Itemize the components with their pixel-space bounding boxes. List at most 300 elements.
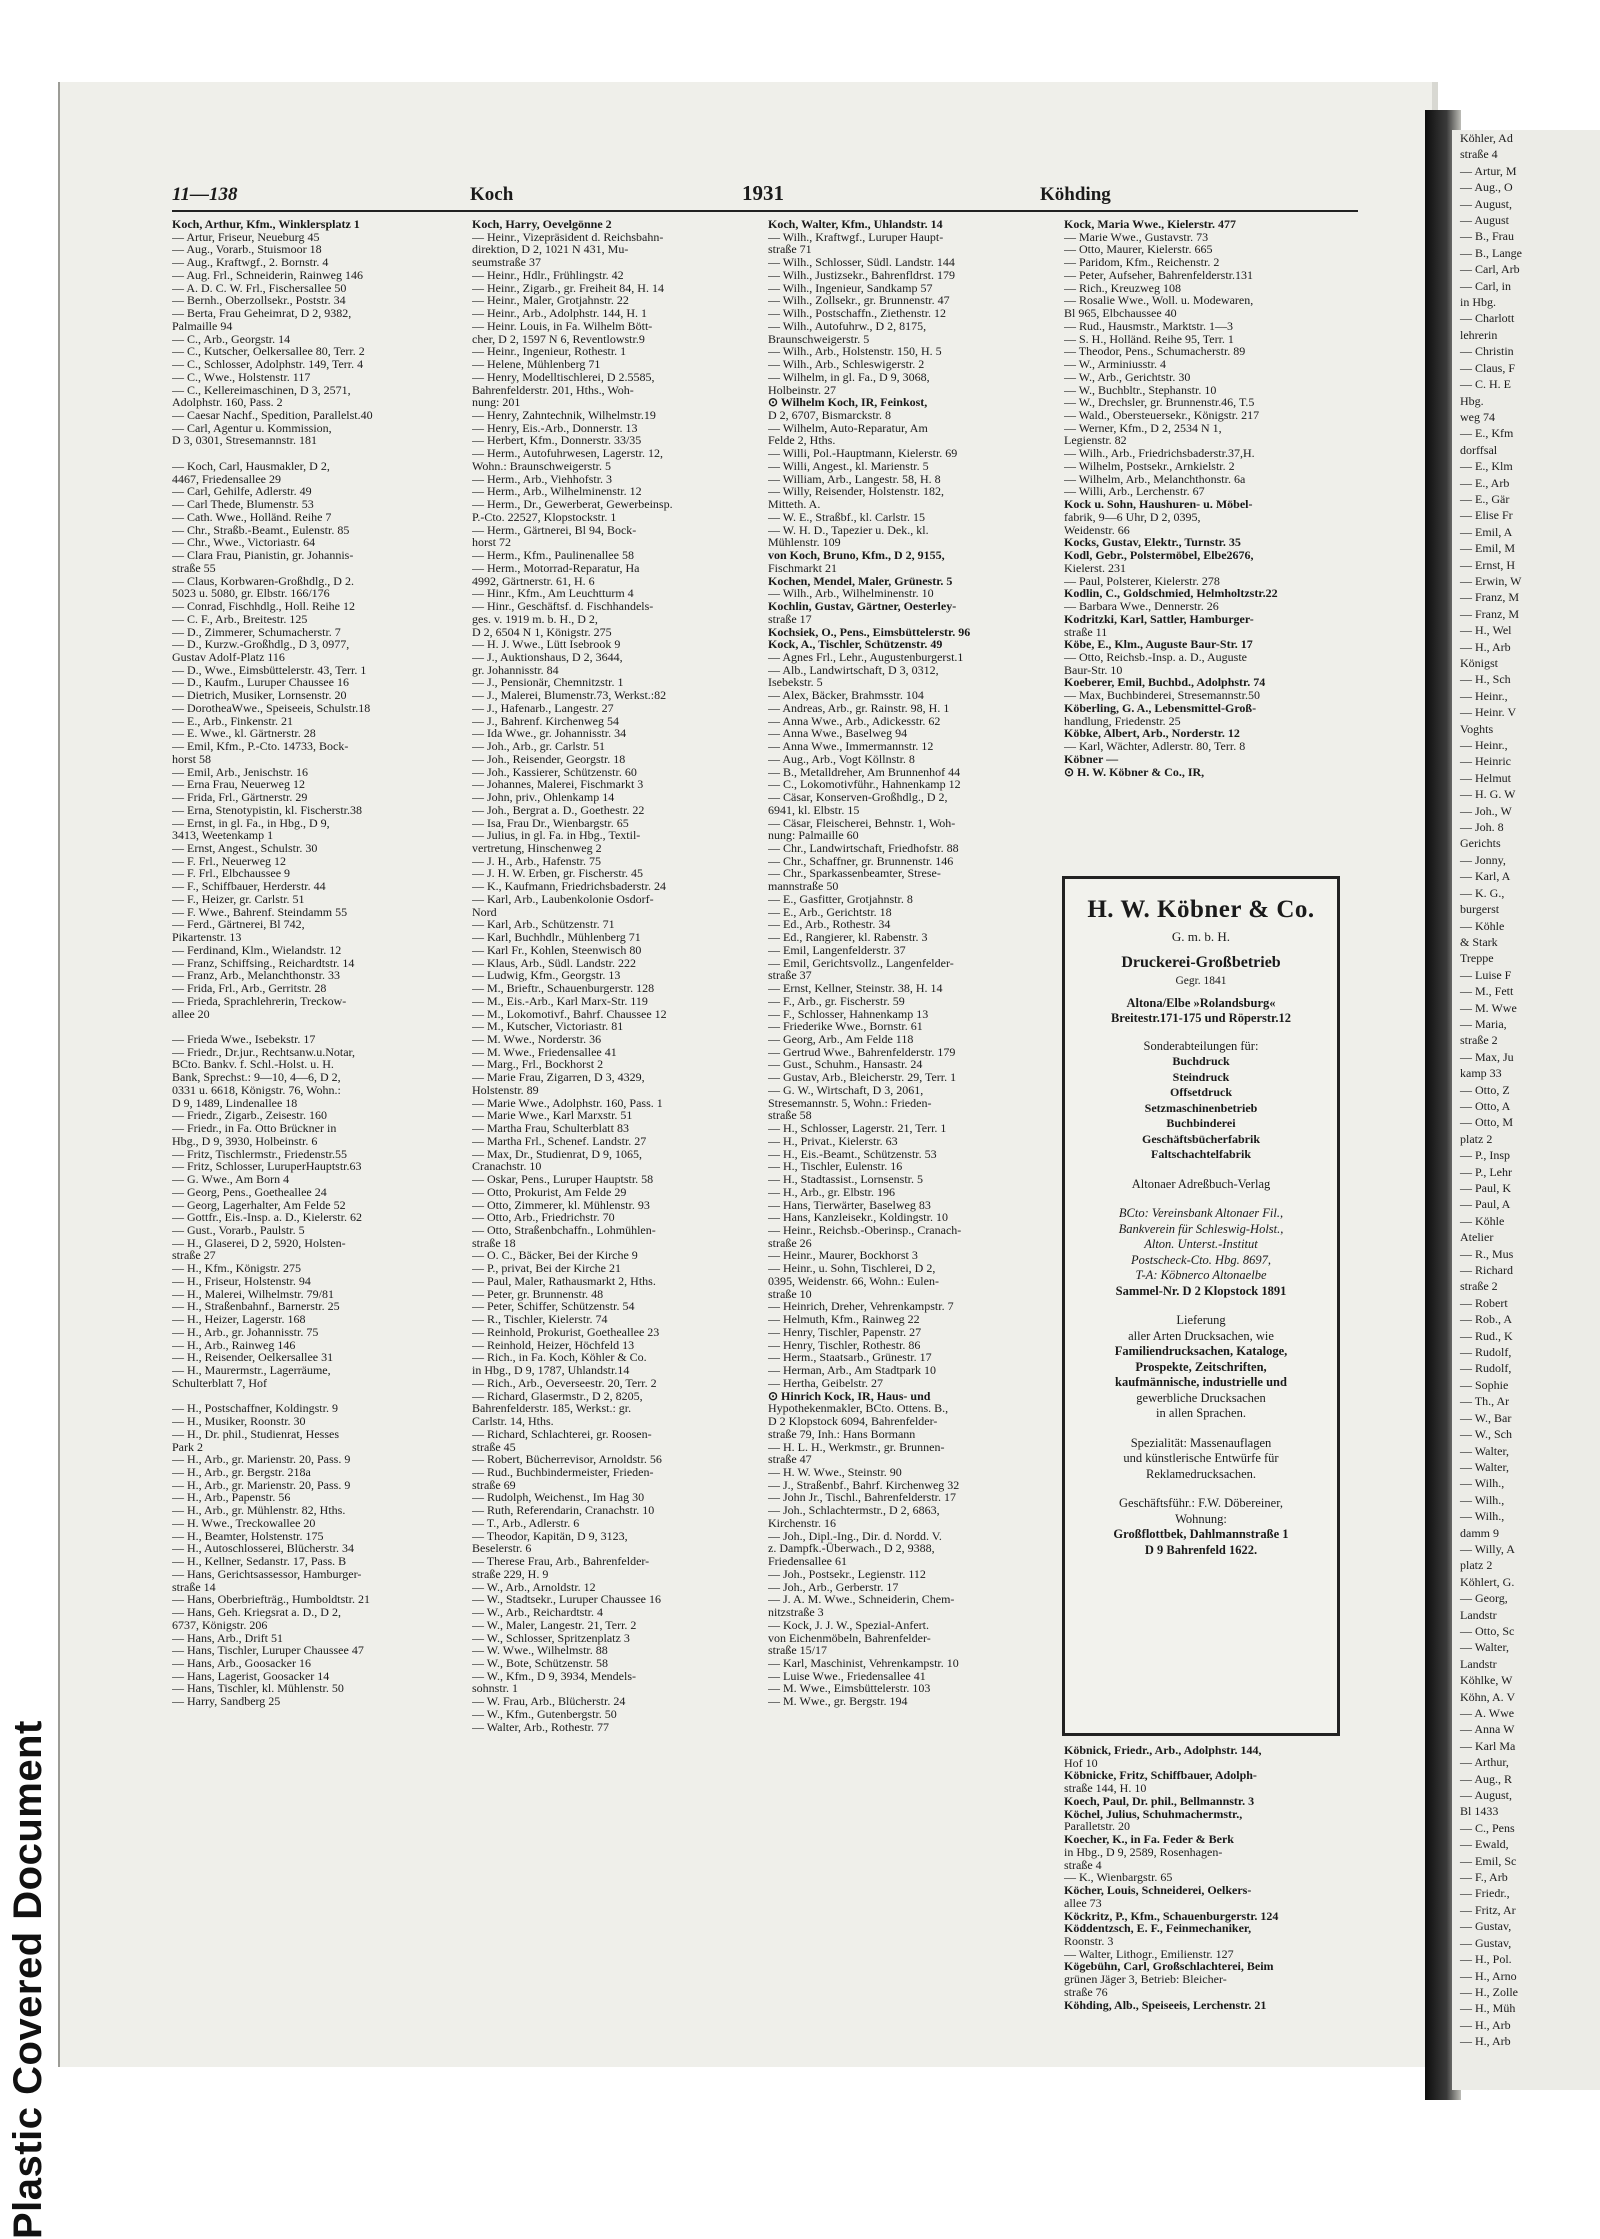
directory-entry: — Frida, Frl., Gärtnerstr. 29 xyxy=(172,790,308,805)
directory-entry: — Herm., Gärtnerei, Bl 94, Bock- xyxy=(472,522,637,537)
directory-entry: — Otto, Reichsb.-Insp. a. D., Auguste xyxy=(1064,649,1247,664)
directory-entry: Kocks, Gustav, Elektr., Turnstr. 35 xyxy=(1064,535,1241,550)
directory-entry: — August, xyxy=(1460,196,1513,211)
directory-entry: platz 2 xyxy=(1460,1558,1493,1573)
directory-entry: straße 76 xyxy=(1064,1984,1108,1999)
ad-manager-3: Großflottbek, Dahlmannstraße 1 xyxy=(1113,1527,1289,1541)
directory-entry: Cranachstr. 10 xyxy=(472,1159,542,1174)
directory-entry: Kochlin, Gustav, Gärtner, Oesterley- xyxy=(768,599,957,614)
directory-entry: — Koch, Carl, Hausmakler, D 2, xyxy=(172,458,330,473)
directory-entry: straße 26 xyxy=(768,1235,812,1250)
directory-entry: — Heinr., Ingenieur, Rothestr. 1 xyxy=(472,344,627,359)
directory-entry: — Karl, A xyxy=(1460,869,1511,884)
directory-entry: — H. Wwe., Treckowallee 20 xyxy=(172,1515,316,1530)
directory-entry: — Joh., Arb., Gerberstr. 17 xyxy=(768,1579,899,1594)
directory-entry: — Herm., Autofuhrwesen, Lagerstr. 12, xyxy=(472,446,663,461)
ad-delivery-5: kaufmännische, industrielle und xyxy=(1115,1375,1287,1389)
directory-entry: nitzstraße 3 xyxy=(768,1605,824,1620)
directory-entry: Kodlin, C., Goldschmied, Helmholtzstr.22 xyxy=(1064,586,1278,601)
directory-entry: Gustav Adolf-Platz 116 xyxy=(172,649,285,664)
directory-entry: Köddentzsch, E. F., Feinmechaniker, xyxy=(1064,1921,1252,1936)
directory-entry: 0395, Weidenstr. 66, Wohn.: Eulen- xyxy=(768,1273,939,1288)
directory-entry: — W., Bote, Schützenstr. 58 xyxy=(472,1655,608,1670)
directory-entry: — Reinhold, Heizer, Höchfeld 13 xyxy=(472,1337,635,1352)
directory-entry: Köhding, Alb., Speiseeis, Lerchenstr. 21 xyxy=(1064,1997,1267,2012)
directory-entry: straße 47 xyxy=(768,1452,812,1467)
directory-entry: Köchel, Julius, Schuhmachermstr., xyxy=(1064,1806,1243,1821)
directory-entry: — Theodor, Pens., Schumacherstr. 89 xyxy=(1064,344,1246,359)
directory-entry: — Wilh., Postschaffn., Ziethenstr. 12 xyxy=(768,306,947,321)
header-last-word: Köhding xyxy=(1040,184,1111,205)
directory-entry: — Marie Frau, Zigarren, D 3, 4329, xyxy=(472,1070,645,1085)
directory-entry: — Kock, J. J. W., Spezial-Anfert. xyxy=(768,1617,929,1632)
directory-entry: — H., Kfm., Königstr. 275 xyxy=(172,1261,301,1276)
directory-entry: — Hans, Tischler, Luruper Chaussee 47 xyxy=(172,1643,364,1658)
directory-entry: — Wilhelm, Auto-Reparatur, Am xyxy=(768,420,928,435)
directory-entry: D 2, 6504 N 1, Königstr. 275 xyxy=(472,624,612,639)
directory-entry: horst 72 xyxy=(472,535,511,550)
ad-specialty-2: und künstlerische Entwürfe für xyxy=(1123,1451,1279,1465)
directory-entry: Köbke, Albert, Arb., Norderstr. 12 xyxy=(1064,726,1240,741)
directory-entry: — F., Arb., gr. Fischerstr. 59 xyxy=(768,993,905,1008)
directory-entry: — Frieda, Sprachlehrerin, Treckow- xyxy=(172,993,347,1008)
directory-entry: — W., Kfm., D 9, 3934, Mendels- xyxy=(472,1668,636,1683)
directory-entry: — Paridom, Kfm., Reichenstr. 2 xyxy=(1064,255,1220,270)
directory-entry: — Wilhelm, Postsekr., Arnkielstr. 2 xyxy=(1064,458,1235,473)
ad-address-2: Breitestr.171-175 und Röperstr.12 xyxy=(1110,1011,1292,1025)
directory-entry: Kock u. Sohn, Haushuren- u. Möbel- xyxy=(1064,497,1253,512)
directory-entry: — H., Arb., gr. Johannisstr. 75 xyxy=(172,1324,319,1339)
directory-entry: — G. W., Wirtschaft, D 3, 2061, xyxy=(768,1082,924,1097)
directory-entry: — H., Pol. xyxy=(1460,1952,1512,1967)
directory-entry: kamp 33 xyxy=(1460,1066,1502,1081)
directory-entry: — Paul, A xyxy=(1460,1197,1511,1212)
directory-entry: Köbnick, Friedr., Arb., Adolphstr. 144, xyxy=(1064,1744,1262,1757)
directory-entry: — Herm., Dr., Gewerberat, Gewerbeinsp. xyxy=(472,497,673,512)
directory-entry: — Gustav, xyxy=(1460,1935,1512,1950)
directory-entry: — H., Arb., gr. Marienstr. 20, Pass. 9 xyxy=(172,1477,351,1492)
directory-entry: — Artur, Friseur, Neueburg 45 xyxy=(172,229,320,244)
directory-entry: Weidenstr. 66 xyxy=(1064,522,1130,537)
directory-entry: — F. Wwe., Bahrenf. Steindamm 55 xyxy=(172,904,348,919)
directory-entry: — W., Arb., Reichardtstr. 4 xyxy=(472,1605,603,1620)
directory-entry: straße 14 xyxy=(172,1579,216,1594)
directory-entry: straße 45 xyxy=(472,1439,516,1454)
directory-entry: — Walter, Lithogr., Emilienstr. 127 xyxy=(1064,1946,1234,1961)
directory-entry: — M., Brieftr., Schauenburgerstr. 128 xyxy=(472,981,655,996)
directory-entry: — Ewald, xyxy=(1460,1837,1509,1852)
directory-entry: Holstenstr. 89 xyxy=(472,1082,539,1097)
ad-delivery-4: Prospekte, Zeitschriften, xyxy=(1135,1359,1267,1374)
directory-entry: — J., Straßenbf., Bahrf. Kirchenweg 32 xyxy=(768,1477,960,1492)
directory-entry: Felde 2, Hths. xyxy=(768,433,836,448)
directory-entry: — W., Bar xyxy=(1460,1410,1512,1425)
directory-entry: — Georg, xyxy=(1460,1591,1508,1606)
directory-entry: — M. Wwe., Eimsbüttelerstr. 103 xyxy=(768,1681,931,1696)
directory-entry: z. Dampfk.-Überwach., D 2, 9388, xyxy=(768,1541,935,1556)
directory-entry: — John, priv., Ohlenkamp 14 xyxy=(472,790,615,805)
directory-entry: — H., Zolle xyxy=(1460,1984,1518,1999)
page-number: 11—138 xyxy=(172,184,238,205)
directory-entry: — J. H. W. Erben, gr. Fischerstr. 45 xyxy=(472,866,643,881)
directory-entry: — C. H. E xyxy=(1460,377,1511,392)
ad-bank-1: BCto: Vereinsbank Altonaer Fil., xyxy=(1118,1206,1284,1220)
directory-entry: — H., Autoschlosserei, Blücherstr. 34 xyxy=(172,1541,354,1556)
ad-phone: Sammel-Nr. D 2 Klopstock 1891 xyxy=(1115,1283,1287,1298)
directory-entry: nung: Palmaille 60 xyxy=(768,828,859,843)
directory-entry: — Fritz, Schlosser, LuruperHauptstr.63 xyxy=(172,1159,362,1174)
directory-entry: Roonstr. 3 xyxy=(1064,1934,1114,1949)
directory-entry: — Gustav, Arb., Bleicherstr. 29, Terr. 1 xyxy=(768,1070,957,1085)
directory-entry: Königst xyxy=(1460,656,1499,670)
directory-entry: — Otto, Prokurist, Am Felde 29 xyxy=(472,1184,627,1199)
directory-entry: — B., Frau xyxy=(1460,229,1514,244)
directory-entry: — Karl, Buchhdlr., Mühlenberg 71 xyxy=(472,930,641,945)
directory-entry: — Rudolf, xyxy=(1460,1345,1512,1360)
directory-entry: Koch, Harry, Oevelgönne 2 xyxy=(472,218,612,231)
directory-entry: — Herm., Arb., Viehhofstr. 3 xyxy=(472,471,613,486)
directory-entry: — Gustav, xyxy=(1460,1919,1512,1934)
directory-entry: — Emil, Kfm., P.-Cto. 14733, Bock- xyxy=(172,739,349,754)
directory-entry: straße 2 xyxy=(1460,1279,1498,1294)
directory-entry: — Karl, Arb., Schützenstr. 71 xyxy=(472,917,615,932)
directory-entry: Koeberer, Emil, Buchbd., Adolphstr. 74 xyxy=(1064,675,1266,690)
directory-entry: — DorotheaWwe., Speiseeis, Schulstr.18 xyxy=(172,700,371,715)
directory-entry: Kochen, Mendel, Maler, Grünestr. 5 xyxy=(768,573,953,588)
directory-entry: — Aug., Vorarb., Stuismoor 18 xyxy=(172,242,322,257)
directory-entry: — Herm., Motorrad-Reparatur, Ha xyxy=(472,560,640,575)
directory-entry: — W. E., Straßbf., kl. Carlstr. 15 xyxy=(768,509,925,524)
column-1 xyxy=(172,218,464,1918)
directory-entry: — Heinr., Vizepräsident d. Reichsbahn- xyxy=(472,229,664,244)
directory-entry: — August xyxy=(1460,213,1510,228)
ad-section-item: Faltschachtelfabrik xyxy=(1151,1147,1251,1161)
directory-entry: — Hans, Kanzleisekr., Koldingstr. 10 xyxy=(768,1210,948,1225)
directory-entry: grünen Jäger 3, Betrieb: Bleicher- xyxy=(1064,1972,1227,1987)
directory-entry: — Robert, Bücherrevisor, Arnoldstr. 56 xyxy=(472,1452,662,1467)
ad-section-item: Geschäftsbücherfabrik xyxy=(1142,1131,1260,1146)
directory-entry: — Otto, Maurer, Kielerstr. 665 xyxy=(1064,242,1213,257)
directory-entry: — Sophie xyxy=(1460,1377,1509,1392)
directory-entry: — Wilh., xyxy=(1460,1476,1505,1491)
directory-entry: Hbg. xyxy=(1460,393,1484,408)
directory-entry: — Joh., W xyxy=(1460,803,1512,818)
directory-entry: — Peter, Aufseher, Bahrenfelderstr.131 xyxy=(1064,267,1253,282)
directory-entry: — Karl, Wächter, Adlerstr. 80, Terr. 8 xyxy=(1064,739,1246,754)
directory-entry: — Karl, Maschinist, Vehrenkampstr. 10 xyxy=(768,1655,959,1670)
directory-entry: — Richard, Glasermstr., D 2, 8205, xyxy=(472,1388,643,1403)
directory-entry: — Claus, Korbwaren-Großhdlg., D 2. xyxy=(172,573,354,588)
directory-entry: — W. Frau, Arb., Blücherstr. 24 xyxy=(472,1694,626,1709)
directory-entry: — Charlott xyxy=(1460,311,1515,326)
directory-entry: BCto. Bankv. f. Schl.-Holst. u. H. xyxy=(172,1057,334,1072)
directory-entry: — H., Sch xyxy=(1460,672,1511,687)
directory-entry: — Alex, Bäcker, Brahmsstr. 104 xyxy=(768,688,924,703)
directory-entry: Braunschweigerstr. 5 xyxy=(768,331,870,346)
directory-entry: — Joh., Kassierer, Schützenstr. 60 xyxy=(472,764,637,779)
directory-entry: — Hans, Tierwärter, Baselweg 83 xyxy=(768,1197,931,1212)
directory-entry: — Joh. 8 xyxy=(1460,820,1504,835)
ad-bank-2: Bankverein für Schleswig-Holst., xyxy=(1118,1221,1284,1236)
directory-entry: — Erna, Stenotypistin, kl. Fischerstr.38 xyxy=(172,802,362,817)
directory-entry: — H., Heizer, Lagerstr. 168 xyxy=(172,1312,306,1327)
directory-entry: — Friedr., xyxy=(1460,1886,1510,1901)
directory-entry: Landstr xyxy=(1460,1607,1497,1622)
directory-entry: — H., Eis.-Beamt., Schützenstr. 53 xyxy=(768,1146,937,1161)
directory-entry: — Wilh., Schlosser, Südl. Landstr. 144 xyxy=(768,255,955,270)
directory-entry: — Berta, Frau Geheimrat, D 2, 9382, xyxy=(172,306,352,321)
directory-entry: — Joh., Schlachtermstr., D 2, 6863, xyxy=(768,1503,940,1518)
directory-entry: — H., Musiker, Roonstr. 30 xyxy=(172,1414,306,1429)
directory-entry: — Henry, Tischler, Papenstr. 27 xyxy=(768,1324,922,1339)
directory-entry: Kock, Maria Wwe., Kielerstr. 477 xyxy=(1064,218,1236,231)
directory-entry: — Walter, Arb., Rothestr. 77 xyxy=(472,1719,609,1734)
directory-entry: — Heinr. Louis, in Fa. Wilhelm Bött- xyxy=(472,318,653,333)
directory-entry: — H., Arb., gr. Mühlenstr. 82, Hths. xyxy=(172,1503,346,1518)
directory-entry: — Herm., Arb., Wilhelminenstr. 12 xyxy=(472,484,642,499)
directory-entry: — Willi, Angest., kl. Marienstr. 5 xyxy=(768,458,929,473)
directory-entry: — Ernst, Kellner, Steinstr. 38, H. 14 xyxy=(768,981,943,996)
directory-entry: — J., Pensionär, Chemnitzstr. 1 xyxy=(472,675,624,690)
directory-entry: — Peter, gr. Brunnenstr. 48 xyxy=(472,1286,604,1301)
directory-entry: Kielerst. 231 xyxy=(1064,560,1126,575)
directory-entry: cher, D 2, 1597 N 6, Reventlowstr.9 xyxy=(472,331,645,346)
directory-entry: — Georg, Arb., Am Felde 118 xyxy=(768,1032,914,1046)
directory-entry: — Emil, A xyxy=(1460,524,1513,539)
directory-entry: gr. Johannisstr. 84 xyxy=(472,662,559,677)
directory-entry: — Wilh., Arb., Schleswigerstr. 2 xyxy=(768,357,925,372)
directory-entry: — H. J. Wwe., Lütt Isebrook 9 xyxy=(472,637,621,652)
directory-entry: — H., Müh xyxy=(1460,2001,1516,2016)
directory-entry: horst 58 xyxy=(172,751,211,766)
directory-entry: D 9, 1489, Lindenallee 18 xyxy=(172,1095,298,1110)
directory-entry: Palmaille 94 xyxy=(172,318,233,333)
directory-entry: — Julius, in gl. Fa. in Hbg., Textil- xyxy=(472,828,641,843)
directory-entry: — H. G. W xyxy=(1460,787,1516,802)
directory-entry: — B., Lange xyxy=(1460,245,1522,260)
directory-entry: — H., Arb., gr. Marienstr. 20, Pass. 9 xyxy=(172,1452,351,1467)
directory-entry: — Ludwig, Kfm., Georgstr. 13 xyxy=(472,968,621,983)
directory-entry: — Henry, Zahntechnik, Wilhelmstr.19 xyxy=(472,408,656,423)
directory-entry: — Georg, Lagerhalter, Am Felde 52 xyxy=(172,1197,346,1212)
directory-entry: — Rich., Arb., Oeverseestr. 20, Terr. 2 xyxy=(472,1375,657,1390)
directory-entry: Baur-Str. 10 xyxy=(1064,662,1123,677)
directory-entry: — Franz, Schiffsing., Reichardtstr. 14 xyxy=(172,955,355,970)
directory-entry: — Henry, Eis.-Arb., Donnerstr. 13 xyxy=(472,420,638,435)
directory-entry: — Klaus, Arb., Südl. Landstr. 222 xyxy=(472,955,636,970)
directory-entry: — H., Kellner, Sedanstr. 17, Pass. B xyxy=(172,1554,347,1569)
directory-entry: — Harry, Sandberg 25 xyxy=(172,1694,281,1709)
directory-entry: Gerichts xyxy=(1460,836,1501,851)
directory-entry: mannstraße 50 xyxy=(768,879,839,894)
directory-entry: — H., Privat., Kielerstr. 63 xyxy=(768,1133,898,1148)
directory-entry: — Herm., Kfm., Paulinenallee 58 xyxy=(472,548,634,563)
directory-entry: — E., Arb., Finkenstr. 21 xyxy=(172,713,294,728)
directory-entry: — P., privat, Bei der Kirche 21 xyxy=(472,1261,621,1276)
directory-entry: — H., Reisender, Oelkersallee 31 xyxy=(172,1350,334,1365)
directory-entry: Koch, Arthur, Kfm., Winklersplatz 1 xyxy=(172,218,360,231)
directory-entry: — Henry, Modelltischlerei, D 2.5585, xyxy=(472,369,655,384)
directory-entry: straße 15/17 xyxy=(768,1643,827,1658)
ad-bank-3: Alton. Unterst.-Institut xyxy=(1144,1237,1258,1251)
directory-entry: — Hans, Tischler, kl. Mühlenstr. 50 xyxy=(172,1681,344,1696)
directory-entry: — Karl Ma xyxy=(1460,1738,1516,1753)
directory-entry: — Walter, xyxy=(1460,1443,1509,1458)
directory-entry: — Therese Frau, Arb., Bahrenfelder- xyxy=(472,1554,650,1569)
directory-entry: — E., Gär xyxy=(1460,491,1510,506)
directory-entry: — Peter, Schiffer, Schützenstr. 54 xyxy=(472,1299,635,1314)
directory-entry: — C., Kutscher, Oelkersallee 80, Terr. 2 xyxy=(172,344,365,359)
directory-entry: — B., Metalldreher, Am Brunnenhof 44 xyxy=(768,764,961,779)
directory-entry: — Willi, Pol.-Hauptmann, Kielerstr. 69 xyxy=(768,446,958,461)
directory-entry: — Georg, Pens., Goetheallee 24 xyxy=(172,1184,327,1199)
directory-entry: — F., Schlosser, Hahnenkamp 13 xyxy=(768,1006,929,1021)
directory-entry: — Chr., Schaffner, gr. Brunnenstr. 146 xyxy=(768,853,954,868)
directory-entry: — Rud., Hausmstr., Marktstr. 1—3 xyxy=(1064,318,1234,333)
directory-entry: — H., Tischler, Eulenstr. 16 xyxy=(768,1159,903,1174)
directory-entry: — Franz, M xyxy=(1460,606,1519,621)
directory-entry: — Richard, Schlachterei, gr. Roosen- xyxy=(472,1426,652,1441)
directory-entry: — K., Kaufmann, Friedrichsbaderstr. 24 xyxy=(472,879,666,894)
directory-entry: Stresemannstr. 5, Wohn.: Frieden- xyxy=(768,1095,932,1110)
directory-entry: Fischmarkt 21 xyxy=(768,560,837,575)
directory-entry: 6941, kl. Elbstr. 15 xyxy=(768,802,860,817)
directory-entry: — C., Kellereimaschinen, D 3, 2571, xyxy=(172,382,351,397)
directory-entry: — M., Lokomotivf., Bahrf. Chaussee 12 xyxy=(472,1006,667,1021)
directory-entry: — Heinr., Arb., Adolphstr. 144, H. 1 xyxy=(472,306,648,321)
directory-entry: — Jonny, xyxy=(1460,852,1506,867)
directory-entry: straße 4 xyxy=(1460,147,1498,162)
directory-entry: — C., Schlosser, Adolphstr. 149, Terr. 4 xyxy=(172,357,364,372)
next-page-edge xyxy=(1452,130,1600,2090)
directory-entry: — E., Arb xyxy=(1460,475,1510,490)
directory-entry: — Wilh., Ingenieur, Sandkamp 57 xyxy=(768,280,933,295)
directory-entry: direktion, D 2, 1021 N 431, Mu- xyxy=(472,242,629,257)
directory-entry: — Helmut xyxy=(1460,770,1511,785)
directory-entry: — J., Bahrenf. Kirchenweg 54 xyxy=(472,713,619,728)
directory-entry: — Otto, Zimmerer, kl. Mühlenstr. 93 xyxy=(472,1197,650,1212)
directory-entry: — Hinr., Geschäftsf. d. Fischhandels- xyxy=(472,599,654,614)
directory-entry: — Anna Wwe., Immermannstr. 12 xyxy=(768,739,934,754)
directory-entry: — J., Auktionshaus, D 2, 3644, xyxy=(472,649,623,664)
directory-entry: — Friedr., in Fa. Otto Brückner in xyxy=(172,1121,337,1136)
ad-gmbh: G. m. b. H. xyxy=(1171,929,1231,944)
directory-entry: — H., Arb xyxy=(1460,639,1511,654)
directory-entry: — H., Glaserei, D 2, 5920, Holsten- xyxy=(172,1235,346,1250)
directory-entry: — H., Arb., Rainweg 146 xyxy=(172,1337,296,1352)
directory-entry: — Ed., Arb., Rothestr. 34 xyxy=(768,917,891,932)
directory-entry: allee 20 xyxy=(172,1006,210,1021)
directory-entry: — Rud., Buchbindermeister, Frieden- xyxy=(472,1464,654,1479)
directory-entry: — W., Arb., Arnoldstr. 12 xyxy=(472,1579,596,1594)
directory-entry: straße 58 xyxy=(768,1108,812,1123)
directory-entry: straße 71 xyxy=(768,242,812,257)
directory-entry: — Otto, Arb., Friedrichstr. 70 xyxy=(472,1210,615,1225)
directory-entry: — W. H. D., Tapezier u. Dek., kl. xyxy=(768,522,929,537)
directory-entry: — M. Wwe., gr. Bergstr. 194 xyxy=(768,1694,908,1709)
directory-entry: lehrerin xyxy=(1460,327,1498,342)
directory-entry: — Ernst, in gl. Fa., in Hbg., D 9, xyxy=(172,815,330,830)
directory-entry: — Chr., Sparkassenbeamter, Strese- xyxy=(768,866,941,881)
directory-entry: — E., Gasfitter, Grotjahnstr. 8 xyxy=(768,891,913,906)
directory-entry: — Marie Wwe., Karl Marxstr. 51 xyxy=(472,1108,633,1123)
directory-entry: — M. Wwe xyxy=(1460,1000,1517,1015)
directory-entry: — H., Arb., gr. Bergstr. 218a xyxy=(172,1464,311,1479)
directory-entry: — Herm., Staatsarb., Grünestr. 17 xyxy=(768,1350,932,1365)
directory-entry: burgerst xyxy=(1460,902,1500,917)
directory-entry: straße 17 xyxy=(768,611,812,626)
directory-entry: — Conrad, Fischhdlg., Holl. Reihe 12 xyxy=(172,599,355,614)
directory-entry: — Robert xyxy=(1460,1295,1508,1310)
directory-entry: — Johannes, Malerei, Fischmarkt 3 xyxy=(472,777,644,792)
directory-entry: Nord xyxy=(472,904,497,919)
directory-entry: — Heinr., xyxy=(1460,688,1508,703)
directory-entry: — Anna Wwe., Arb., Adickesstr. 62 xyxy=(768,713,941,728)
directory-entry: — J. A. M. Wwe., Schneiderin, Chem- xyxy=(768,1592,955,1607)
directory-entry: — Ernst, H xyxy=(1460,557,1515,572)
directory-entry: dorffsal xyxy=(1460,442,1498,457)
directory-entry: — H., Arb xyxy=(1460,2017,1511,2032)
directory-entry: Landstr xyxy=(1460,1656,1497,1671)
directory-entry: — Wilh., xyxy=(1460,1509,1505,1524)
directory-entry: Holbeinstr. 27 xyxy=(768,382,836,397)
directory-entry: Köbnicke, Fritz, Schiffbauer, Adolph- xyxy=(1064,1768,1257,1783)
directory-entry: — Oskar, Pens., Luruper Hauptstr. 58 xyxy=(472,1172,654,1187)
directory-entry: — H., Malerei, Wilhelmstr. 79/81 xyxy=(172,1286,334,1301)
ad-delivery-6: gewerbliche Drucksachen xyxy=(1136,1390,1266,1405)
directory-entry: — Franz, M xyxy=(1460,590,1519,605)
directory-entry: — Anna W xyxy=(1460,1722,1515,1737)
directory-entry: straße 10 xyxy=(768,1286,812,1301)
directory-entry: — E. Wwe., kl. Gärtnerstr. 28 xyxy=(172,726,316,741)
ad-delivery-1: Lieferung xyxy=(1176,1313,1226,1327)
directory-entry: — Friedr., Dr.jur., Rechtsanw.u.Notar, xyxy=(172,1044,356,1059)
directory-entry: handlung, Friedenstr. 25 xyxy=(1064,713,1181,728)
directory-entry: straße 27 xyxy=(172,1248,216,1263)
directory-entry: — Wilh., Justizsekr., Bahrenfldrst. 179 xyxy=(768,267,955,282)
directory-entry: — H., Straßenbahnf., Barnerstr. 25 xyxy=(172,1299,340,1314)
directory-entry: — Otto, A xyxy=(1460,1098,1511,1113)
directory-entry: — H., Arno xyxy=(1460,1968,1517,1983)
directory-entry: — Luise F xyxy=(1460,967,1512,982)
directory-entry: nung: 201 xyxy=(472,395,521,410)
directory-entry: — Heinr., Reichsb.-Oberinsp., Cranach- xyxy=(768,1223,962,1238)
directory-entry: — Wilh., Kraftwgf., Luruper Haupt- xyxy=(768,229,944,244)
directory-entry: Pikartenstr. 13 xyxy=(172,930,242,945)
directory-entry: — P., Lehr xyxy=(1460,1164,1512,1179)
directory-entry: — Joh., Arb., gr. Carlstr. 51 xyxy=(472,739,606,754)
directory-entry: ⊙ H. W. Köbner & Co., IR, xyxy=(1064,764,1205,779)
directory-entry: — Köhle xyxy=(1460,918,1505,933)
directory-entry: Bl 1433 xyxy=(1460,1804,1499,1819)
directory-entry: — F., Arb xyxy=(1460,1870,1508,1885)
directory-entry: Wohn.: Braunschweigerstr. 5 xyxy=(472,458,612,473)
directory-entry: — A. Wwe xyxy=(1460,1706,1515,1720)
directory-entry: — W., Sch xyxy=(1460,1427,1513,1442)
directory-entry: — Maria, xyxy=(1460,1016,1507,1031)
directory-entry: — Hans, Geh. Kriegsrat a. D., D 2, xyxy=(172,1605,341,1620)
directory-entry: — Joh., Dipl.-Ing., Dir. d. Nordd. V. xyxy=(768,1528,942,1543)
ad-manager-4: D 9 Bahrenfeld 1622. xyxy=(1144,1542,1258,1557)
directory-entry: sohnstr. 1 xyxy=(472,1681,519,1696)
directory-entry: — Rud., K xyxy=(1460,1328,1513,1343)
directory-entry: — W. Wwe., Wilhelmstr. 88 xyxy=(472,1643,608,1658)
directory-entry: Kögebühn, Carl, Großschlachterei, Beim xyxy=(1064,1959,1274,1974)
directory-entry: — Cath. Wwe., Holländ. Reihe 7 xyxy=(172,509,332,524)
ad-section-item: Offsetdruck xyxy=(1170,1085,1232,1099)
directory-entry: Mühlenstr. 109 xyxy=(768,535,841,550)
directory-entry: Adolphstr. 160, Pass. 2 xyxy=(172,395,283,410)
